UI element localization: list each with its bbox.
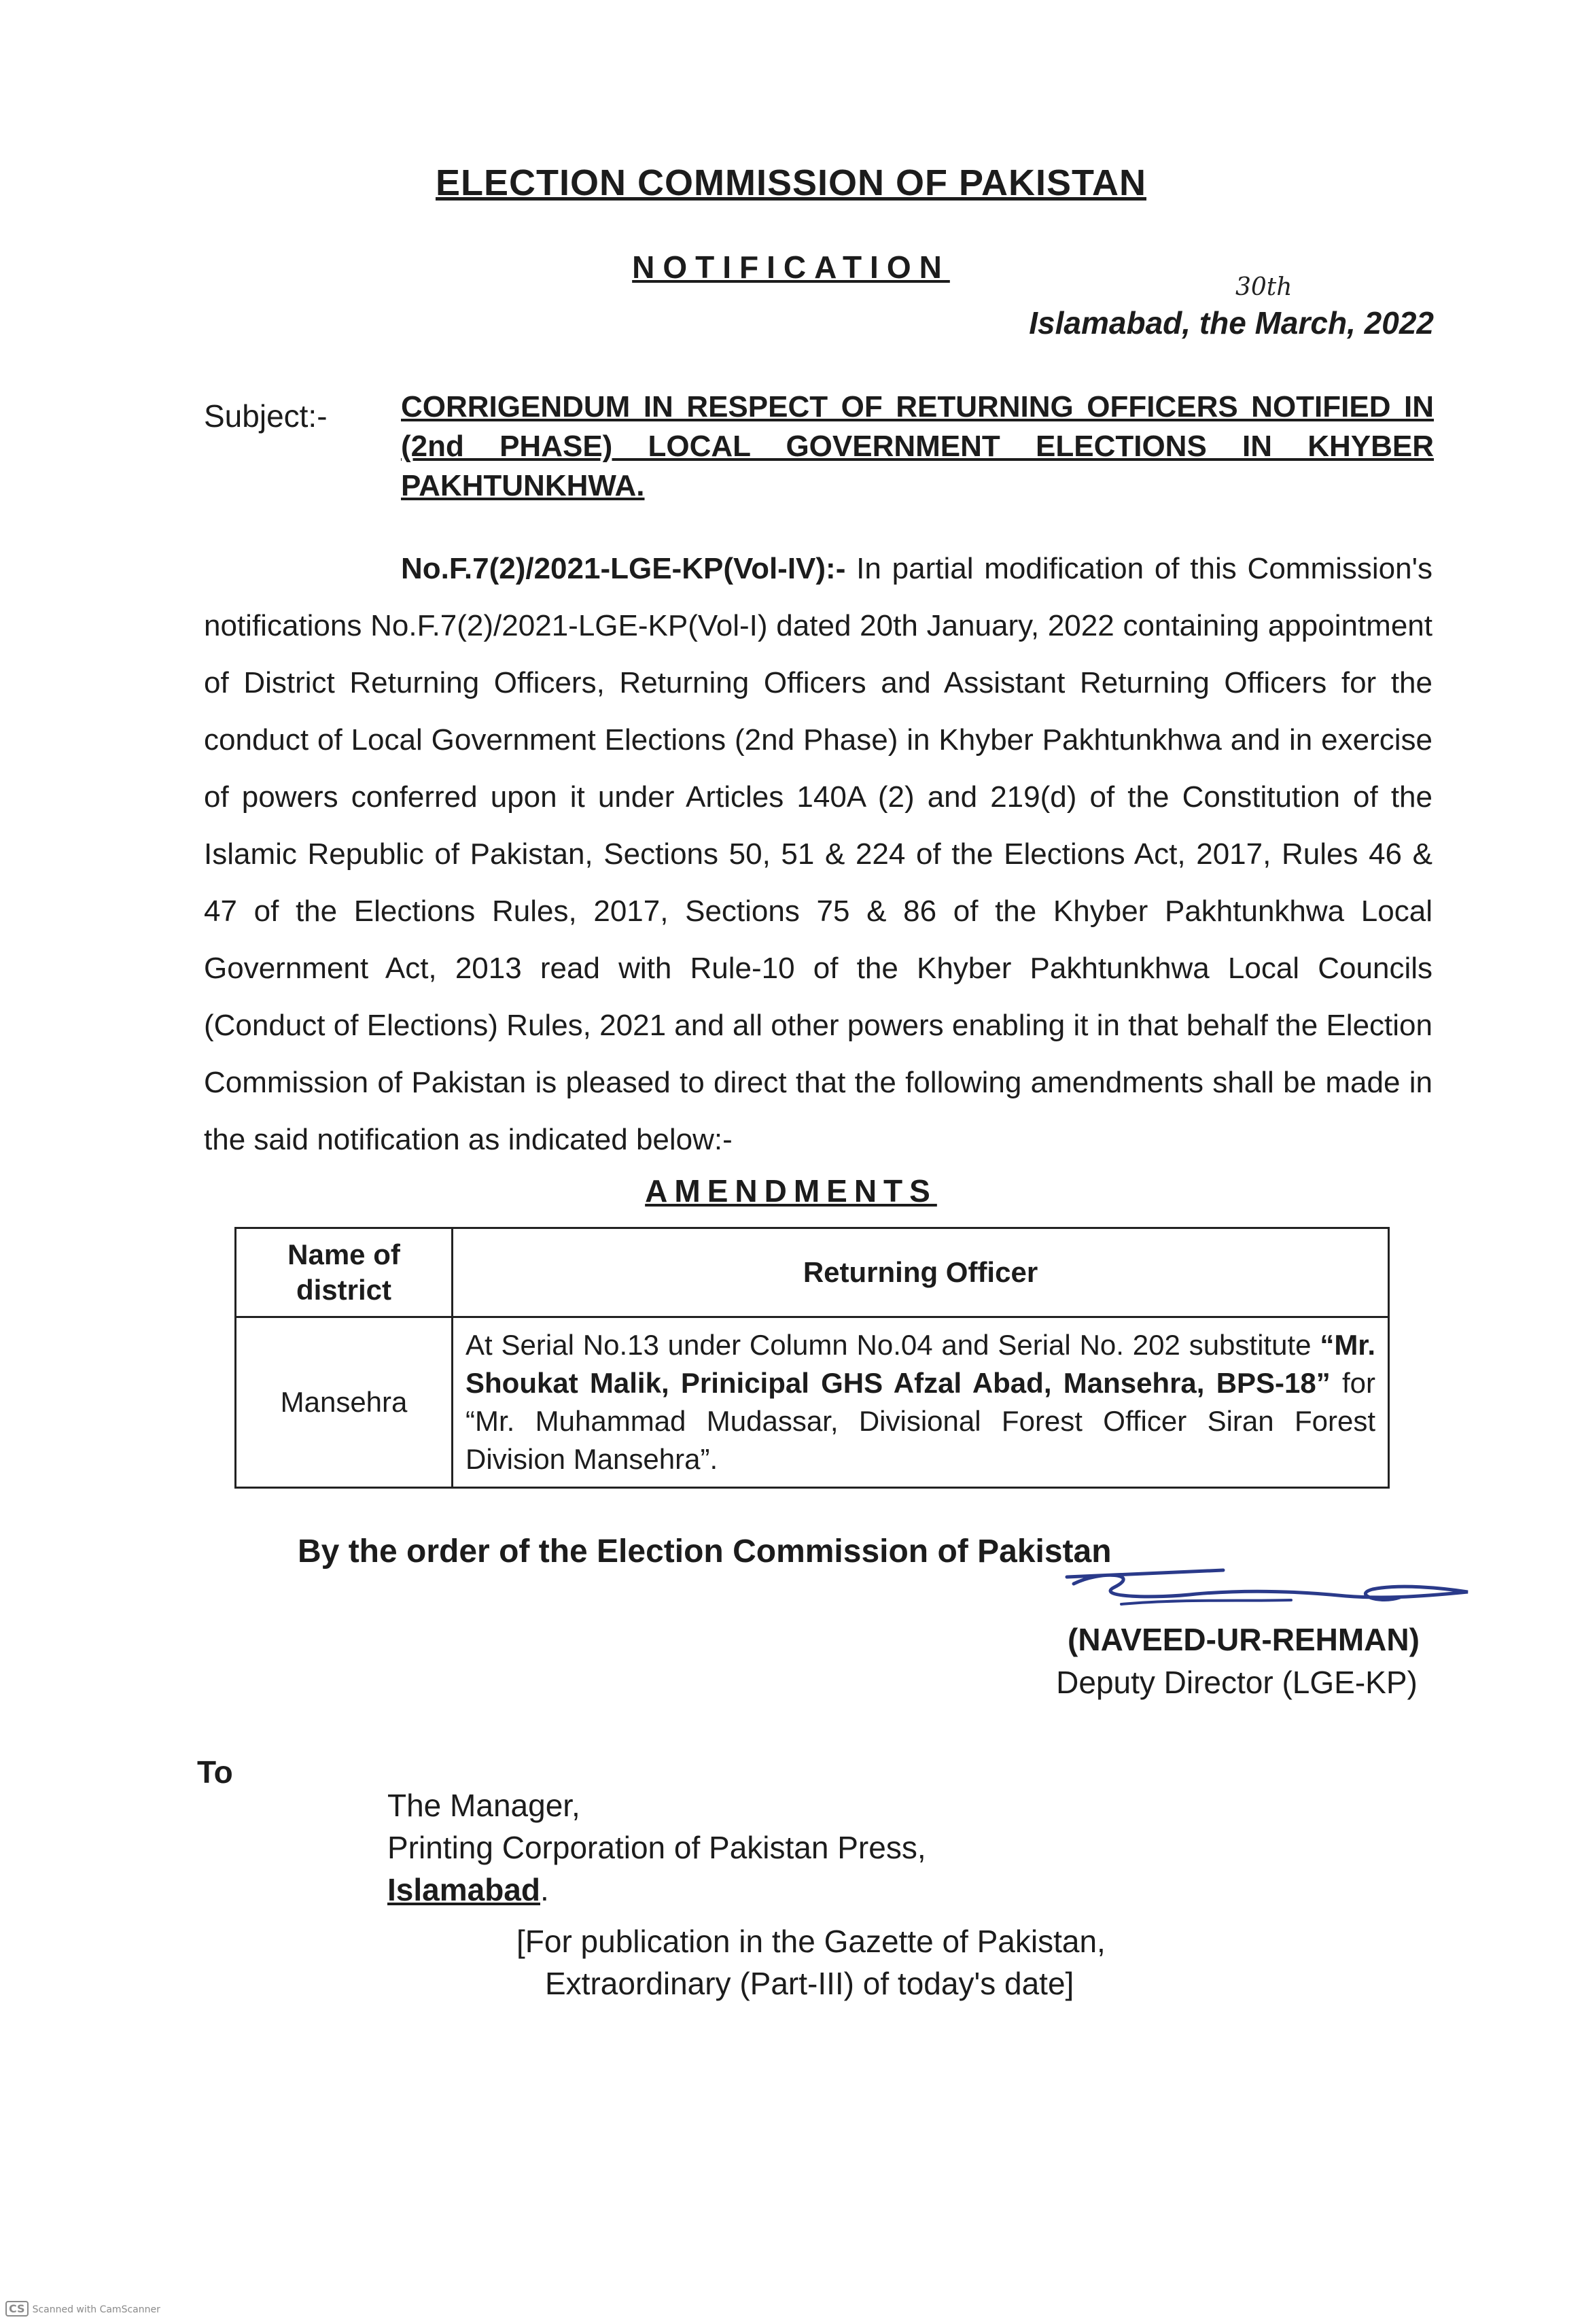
scanner-text: Scanned with CamScanner (32, 2304, 160, 2315)
table-row (236, 1317, 1389, 1488)
subject-label: Subject:- (204, 398, 328, 434)
scanner-footer (5, 2301, 160, 2317)
agency-heading: ELECTION COMMISSION OF PAKISTAN (435, 162, 1146, 203)
date-line: Islamabad, the March, 2022 (1029, 305, 1434, 341)
officer-substitute: “Mr. Shoukat Malik, Prinicipal GHS Afzal Abad, Mansehra, BPS-18” (465, 1329, 1375, 1399)
district-cell: Mansehra (236, 1317, 453, 1488)
document-type-heading: NOTIFICATION (632, 249, 950, 285)
amendments-table (234, 1227, 1390, 1489)
body-text: In partial modification of this Commission's notifications No.F.7(2)/2021-LGE-KP(Vol-I) dated 20th January, 2022 containing appointment of District Returning Officers, Returning Officers and Assistant Returning Officers for the conduct of Local Government Elections (2nd Phase) in Khyber Pakhtunkhwa and in exercise of powers conferred upon it under Articles 140A (2) and 219(d) of the Constitution of the Islamic Republic of Pakistan, Sections 50, 51 & 224 of the Elections Act, 2017, Rules 46 & 47 of the Elections Rules, 2017, Sections 75 & 86 of the Khyber Pakhtunkhwa Local Government Act, 2013 read with Rule-10 of the Khyber Pakhtunkhwa Local Councils (Conduct of Elections) Rules, 2021 and all other powers enabling it in that behalf the Election Commission of Pakistan is pleased to direct that the following amendments shall be made in the said notification as indicated below:- (204, 552, 1432, 1156)
publication-note-line: Extraordinary (Part-III) of today's date] (545, 1966, 1074, 2001)
to-label: To (197, 1754, 233, 1790)
officer-cell (453, 1317, 1389, 1488)
publication-note (516, 1920, 1106, 2005)
recipient-address (387, 1784, 926, 1911)
reference-number: No.F.7(2)/2021-LGE-KP(Vol-IV):- (401, 552, 846, 585)
column-header-district: Name of district (236, 1228, 453, 1317)
signer-name: (NAVEED-UR-REHMAN) (1068, 1622, 1420, 1657)
address-line: The Manager, (387, 1788, 580, 1823)
address-line: Printing Corporation of Pakistan Press, (387, 1830, 926, 1865)
scanner-logo-icon: CS (5, 2301, 29, 2317)
handwritten-day: 30th (1235, 273, 1293, 301)
column-header-returning-officer: Returning Officer (453, 1228, 1389, 1317)
officer-text-tail: for “Mr. Muhammad Mudassar, Divisional Forest Officer Siran Forest Division Mansehra”. (465, 1367, 1375, 1475)
address-city-suffix: . (540, 1872, 549, 1907)
signer-designation: Deputy Director (LGE-KP) (1056, 1665, 1418, 1700)
body-paragraph (204, 540, 1432, 1168)
address-city: Islamabad (387, 1872, 540, 1907)
address-city-line (387, 1869, 926, 1911)
publication-note-line: [For publication in the Gazette of Pakistan, (516, 1924, 1106, 1959)
table-header-row (236, 1228, 1389, 1317)
amendments-title: AMENDMENTS (645, 1173, 937, 1209)
subject-text: CORRIGENDUM IN RESPECT OF RETURNING OFFICERS NOTIFIED IN (2nd PHASE) LOCAL GOVERNMENT ELECTIONS IN KHYBER PAKHTUNKHWA. (401, 390, 1434, 502)
officer-text-lead: At Serial No.13 under Column No.04 and Serial No. 202 substitute (465, 1329, 1320, 1361)
order-line: By the order of the Election Commission of Pakistan (298, 1533, 1112, 1569)
